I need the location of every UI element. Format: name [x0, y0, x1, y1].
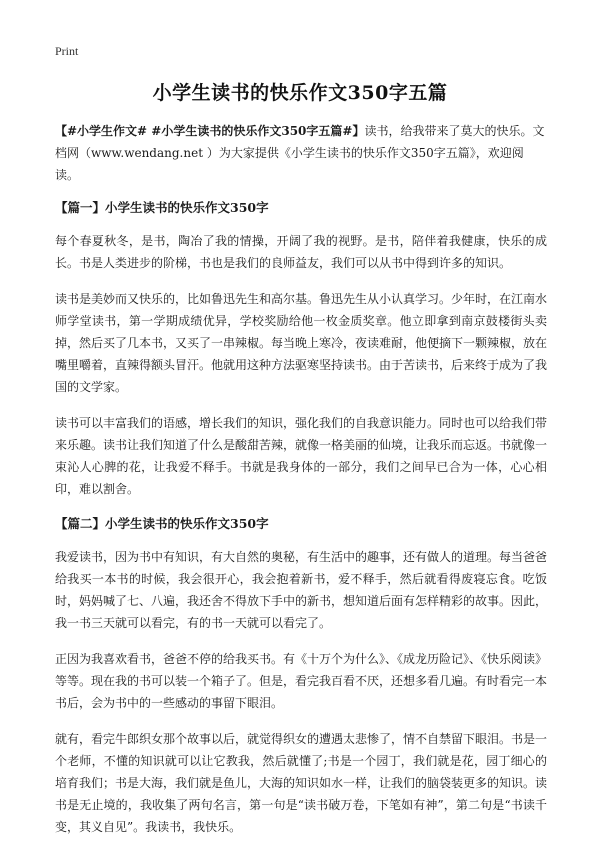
section-1 — [55, 198, 547, 500]
intro-paragraph — [55, 120, 547, 186]
section-2-paragraph-1: 我爱读书，因为书中有知识，有大自然的奥秘，有生活中的趣事，还有做人的道理。每当爸爸给我买一本书的时候，我会很开心，我会抱着新书，爱不释手，然后就看得废寝忘食。吃饭时，妈妈喊了七、八遍，我还舍不得放下手中的新书，想知道后面有怎样精彩的故事。因此，我一书三天就可以看完，有的书一天就可以看完了。 — [55, 550, 548, 630]
section-1-heading: 【篇一】小学生读书的快乐作文350字 — [55, 200, 269, 215]
section-1-paragraph-3: 读书可以丰富我们的语感，增长我们的知识，强化我们的自我意识能力。同时也可以给我们带来乐趣。读书让我们知道了什么是酸甜苦辣，就像一格美丽的仙境，让我乐而忘返。书就像一束沁人心脾的花，让我爱不释手。书就是我身体的一部分，我们之间早已合为一体，心心相印，难以割舍。 — [55, 416, 548, 496]
print-link[interactable]: Print — [55, 44, 79, 58]
section-1-paragraph-1: 每个春夏秋冬，是书，陶冶了我的情操，开阔了我的视野。是书，陪伴着我健康，快乐的成长。书是人类进步的阶梯，书也是我们的良师益友，我们可以从书中得到许多的知识。 — [55, 234, 547, 270]
page-title: 小学生读书的快乐作文350字五篇 — [152, 82, 448, 104]
article-body — [55, 120, 547, 852]
section-2-heading: 【篇二】小学生读书的快乐作文350字 — [55, 516, 269, 531]
section-2-paragraph-2: 正因为我喜欢看书，爸爸不停的给我买书。有《十万个为什么》、《成龙历险记》、《快乐阅读》等等。现在我的书可以装一个箱子了。但是，看完我百看不厌，还想多看几遍。有时看完一本书后，会为书中的一些感动的事留下眼泪。 — [55, 652, 548, 710]
section-2 — [55, 514, 547, 838]
intro-tag: 【#小学生作文# #小学生读书的快乐作文350字五篇#】 — [55, 124, 365, 138]
section-2-paragraph-3: 就有，看完牛郎织女那个故事以后，就觉得织女的遭遇太悲惨了，情不自禁留下眼泪。书是一个老师，不懂的知识就可以让它教我，然后就懂了;书是一个园丁，我们就是花，园丁细心的培育我们；书是大海，我们就是鱼儿，大海的知识如水一样，让我们的脑袋装更多的知识。读书是无止境的，我收集了两句名言，第一句是“读书破万卷，下笔如有神”，第二句是“书读千变，其义自见”。我读书，我快乐。 — [55, 732, 548, 834]
section-1-paragraph-2: 读书是美妙而又快乐的，比如鲁迅先生和高尔基。鲁迅先生从小认真学习。少年时，在江南水师学堂读书，第一学期成绩优异，学校奖励给他一枚金质奖章。他立即拿到南京鼓楼街头卖掉，然后买了几本书，又买了一串辣椒。每当晚上寒冷，夜读难耐，他便摘下一颗辣椒，放在嘴里嚼着，直辣得额头冒汗。他就用这种方法驱寒坚持读书。由于苦读书，后来终于成为了我国的文学家。 — [55, 292, 548, 394]
intro-text: 读书，给我带来了莫大的快乐。文档网（www.wendang.net ）为大家提供《小学生读书的快乐作文350字五篇》，欢迎阅读。 — [55, 124, 545, 182]
